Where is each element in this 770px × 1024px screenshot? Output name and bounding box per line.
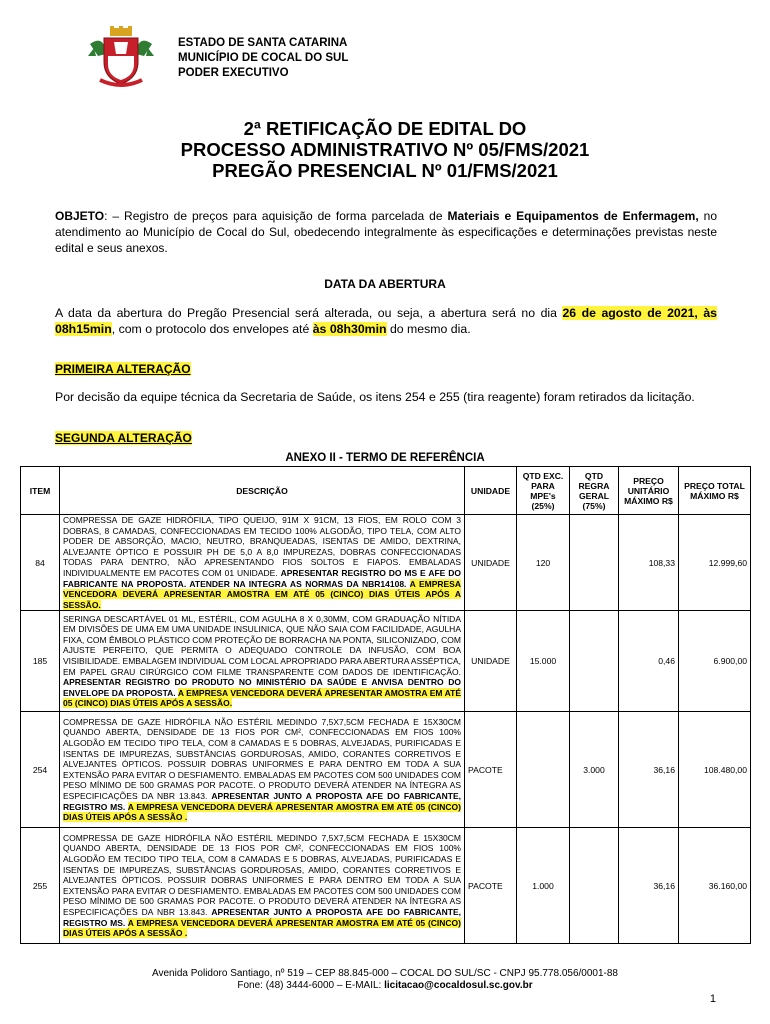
- segunda-alteracao-label: SEGUNDA ALTERAÇÃO: [55, 431, 192, 445]
- row-description: [60, 828, 465, 944]
- abertura-time: às 08h30min: [312, 322, 387, 336]
- row-preco-total: 36.160,00: [679, 828, 751, 944]
- document-title: [0, 118, 770, 181]
- row-description: [60, 515, 465, 611]
- row-desc-bold: APRESENTAR JUNTO A PROPOSTA AFE DO FABRICANTE, REGISTRO MS.: [63, 791, 461, 812]
- primeira-alteracao-heading: [55, 362, 191, 376]
- row-desc-bold: APRESENTAR REGISTRO DO PRODUTO NO MINISTÉRIO DA SAÚDE E ANVISA DENTRO DO ENVELOPE DA PROPOSTA.: [63, 677, 461, 698]
- row-qtd-exc: [517, 712, 570, 828]
- row-preco-total: 12.999,60: [679, 515, 751, 611]
- row-desc-plain: COMPRESSA DE GAZE HIDRÓFILA NÃO ESTÉRIL MEDINDO 7,5X7,5CM FECHADA E 15X30CM QUANDO ABERTA, DENSIDADE DE 13 FIOS POR CM², CONFECCIONADAS EM FIOS 100% ALGODÃO EM TECIDO TIPO TELA, COM 8 CAMADAS E 5 DOBRAS, ALVEJADAS, PURIFICADAS E ISENTAS DE IMPUREZAS, SUBSTÂNCIAS GORDUROSAS, AMIDO, CORANTES CORRETIVOS E ALVEJANTES ÓPTICOS. POSSUIR DOBRAS UNIFORMES E PARA DENTRO EM TODA A SUA EXTENSÃO PARA EVITAR O DESFIAMENTO. EMBALADAS EM PACOTES COM 500 UNIDADES COM PESO MÍNIMO DE 500 GRAMAS POR PACOTE. O PRODUTO DEVERÁ ATENDER NA ÍNTEGRA AS ESPECIFICAÇÕES DA NBR 13.843.: [63, 832, 461, 918]
- footer-contact: [0, 980, 770, 992]
- row-preco-total: 108.480,00: [679, 712, 751, 828]
- row-description: [60, 712, 465, 828]
- annex-title: ANEXO II - TERMO DE REFERÊNCIA: [285, 452, 485, 464]
- municipality-name: MUNICÍPIO DE COCAL DO SUL: [178, 52, 349, 64]
- row-desc-highlight: A EMPRESA VENCEDORA DEVERÁ APRESENTAR AMOSTRA EM ATÉ 05 (CINCO) DIAS ÚTEIS APÓS A SESSÃO .: [63, 917, 461, 939]
- abertura-paragraph: [55, 305, 717, 337]
- row-qtd-regra: [570, 611, 619, 712]
- table-row: [21, 611, 751, 712]
- header-descricao: DESCRIÇÃO: [60, 467, 465, 515]
- abertura-text-2: , com o protocolo dos envelopes até: [111, 322, 313, 336]
- row-item: 255: [21, 828, 60, 944]
- footer-address: Avenida Polidoro Santiago, nº 519 – CEP 88.845-000 – COCAL DO SUL/SC - CNPJ 95.778.056/0001-88: [152, 968, 618, 979]
- header-preco-unit: PREÇO UNITÁRIO MÁXIMO R$: [619, 467, 679, 515]
- objeto-label: OBJETO: [55, 209, 105, 223]
- row-desc-plain: SERINGA DESCARTÁVEL 01 ML, ESTÉRIL, COM AGULHA 8 X 0,30MM, COM GRADUAÇÃO NÍTIDA EM DIVISÕES DE UMA EM UMA UNIDADE INSULINICA, QUE NÃO SAIA COM FACILIDADE, AGULHA FIXA, COM ÊMBOLO PLÁSTICO COM PROTEÇÃO DE BORRACHA NA PONTA, SILICONIZADO, COM AJUSTE PERFEITO, QUE PERMITA O ADEQUADO CONTROLE DA INFUSÃO, COM BOA VISIBILIDADE. EMBALAGEM INDIVIDUAL COM LOCAL APROPRIADO PARA ABERTURA ASSÉPTICA, EM PAPEL GRAU CIRÚRGICO COM FILME TRANSPARENTE COM DADOS DE IDENTIFICAÇÃO.: [63, 613, 461, 677]
- row-desc-plain: COMPRESSA DE GAZE HIDRÓFILA, TIPO QUEIJO, 91M X 91CM, 13 FIOS, EM ROLO COM 3 DOBRAS, 8 CAMADAS, CONFECCIONADAS EM TECIDO 100% ALGODÃO, TIPO TELA, COM ALTO PODER DE ABSORÇÃO, MACIO, NEUTRO, BRANQUEADAS, ISENTAS DE AMIDO, DEXTRINA, ALVEJANTE ÓPTICO E POSSUIR PH DE 5,0 A 8,0 IMPUREZAS, DOBRAS CONFECCIONADAS TODAS PARA DENTRO, NÃO APRESENTANDO FIOS SOLTOS E FIAPOS. EMBALADAS INDIVIDUALMENTE EM PACOTES COM 01 UNIDADE.: [63, 515, 461, 578]
- row-unidade: PACOTE: [465, 712, 517, 828]
- footer-phone: Fone: (48) 3444-6000 – E-MAIL:: [237, 980, 385, 991]
- row-desc-bold: APRESENTAR REGISTRO DO MS E AFE DO FABRICANTE NA PROPOSTA. ATENDER NA INTEGRA AS NORMAS DA NBR14108.: [63, 567, 461, 589]
- abertura-date: 26 de agosto de 2021, às 08h15min: [55, 306, 718, 336]
- row-item: 84: [21, 515, 60, 611]
- header-qtd-exc: QTD EXC. PARA MPE's (25%): [517, 467, 570, 515]
- row-preco-unit: 108,33: [619, 515, 679, 611]
- abertura-heading: DATA DA ABERTURA: [324, 277, 446, 291]
- table-row: [21, 515, 751, 611]
- header-qtd-regra: QTD REGRA GERAL (75%): [570, 467, 619, 515]
- row-desc-highlight: A EMPRESA VENCEDORA DEVERÁ APRESENTAR AMOSTRA EM ATÉ 05 (CINCO) DIAS ÚTEIS APÓS A SESSÃO .: [63, 801, 461, 823]
- row-preco-total: 6.900,00: [679, 611, 751, 712]
- objeto-item: Materiais e Equipamentos de Enfermagem,: [447, 209, 699, 223]
- row-desc-plain: COMPRESSA DE GAZE HIDRÓFILA NÃO ESTÉRIL MEDINDO 7,5X7,5CM FECHADA E 15X30CM QUANDO ABERTA, DENSIDADE DE 13 FIOS POR CM², CONFECCIONADAS EM FIOS 100% ALGODÃO EM TECIDO TIPO TELA, COM 8 CAMADAS E 5 DOBRAS, ALVEJADAS, PURIFICADAS E ISENTAS DE IMPUREZAS, SUBSTÂNCIAS GORDUROSAS, AMIDO, CORANTES CORRETIVOS E ALVEJANTES ÓPTICOS. POSSUIR DOBRAS UNIFORMES E PARA DENTRO EM TODA A SUA EXTENSÃO PARA EVITAR O DESFIAMENTO. EMBALADAS EM PACOTES COM 500 UNIDADES COM PESO MÍNIMO DE 500 GRAMAS POR PACOTE. O PRODUTO DEVERÁ ATENDER NA ÍNTEGRA AS ESPECIFICAÇÕES DA NBR 13.843.: [63, 716, 461, 802]
- row-preco-unit: 36,16: [619, 712, 679, 828]
- header-unidade: UNIDADE: [465, 467, 517, 515]
- title-line-1: 2ª RETIFICAÇÃO DE EDITAL DO: [243, 118, 527, 139]
- page-number: 1: [709, 993, 716, 1005]
- letterhead: [86, 26, 706, 90]
- row-preco-unit: 36,16: [619, 828, 679, 944]
- row-unidade: PACOTE: [465, 828, 517, 944]
- objeto-paragraph: [55, 208, 717, 256]
- primeira-alteracao-text: Por decisão da equipe técnica da Secretaria de Saúde, os itens 254 e 255 (tira reagente) foram retirados da licitação.: [55, 390, 695, 404]
- state-name: ESTADO DE SANTA CATARINA: [178, 37, 348, 49]
- table-header-row: [21, 467, 751, 515]
- title-line-3: PREGÃO PRESENCIAL Nº 01/FMS/2021: [212, 160, 558, 181]
- row-qtd-regra: [570, 515, 619, 611]
- abertura-text-3: do mesmo dia.: [386, 322, 471, 336]
- row-unidade: UNIDADE: [465, 611, 517, 712]
- primeira-alteracao-label: PRIMEIRA ALTERAÇÃO: [55, 362, 191, 376]
- objeto-text-1: : – Registro de preços para aquisição de forma parcelada de: [104, 209, 448, 223]
- objeto-text-2: no atendimento ao Município de Cocal do Sul, obedecendo integralmente às especificações e determinações previstas neste edital e seus anexos.: [55, 209, 717, 255]
- header-item: ITEM: [21, 467, 60, 515]
- page-footer: [0, 968, 770, 992]
- row-desc-bold: APRESENTAR JUNTO A PROPOSTA AFE DO FABRICANTE, REGISTRO MS.: [63, 907, 461, 928]
- row-description: [60, 611, 465, 712]
- row-qtd-regra: 3.000: [570, 712, 619, 828]
- row-preco-unit: 0,46: [619, 611, 679, 712]
- table-row: [21, 828, 751, 944]
- segunda-alteracao-heading: [55, 431, 192, 445]
- footer-email-link[interactable]: licitacao@cocaldosul.sc.gov.br: [384, 980, 533, 991]
- header-preco-total: PREÇO TOTAL MÁXIMO R$: [679, 467, 751, 515]
- abertura-text-1: A data da abertura do Pregão Presencial será alterada, ou seja, a abertura será no dia: [55, 306, 563, 320]
- row-desc-highlight: A EMPRESA VENCEDORA DEVERÁ APRESENTAR AMOSTRA EM ATÉ 05 (CINCO) DIAS ÚTEIS APÓS A SESSÃO.: [63, 687, 461, 709]
- title-line-2: PROCESSO ADMINISTRATIVO Nº 05/FMS/2021: [180, 139, 590, 160]
- table-row: [21, 712, 751, 828]
- reference-table: [20, 466, 751, 944]
- municipal-crest-icon: [86, 26, 156, 88]
- letterhead-text: [178, 36, 348, 81]
- row-qtd-exc: 15.000: [517, 611, 570, 712]
- row-qtd-regra: [570, 828, 619, 944]
- row-unidade: UNIDADE: [465, 515, 517, 611]
- row-qtd-exc: 120: [517, 515, 570, 611]
- row-item: 254: [21, 712, 60, 828]
- row-desc-highlight: A EMPRESA VENCEDORA DEVERÁ APRESENTAR AMOSTRA EM ATÉ 05 (CINCO) DIAS ÚTEIS APÓS A SESSÃO.: [63, 578, 461, 610]
- row-item: 185: [21, 611, 60, 712]
- row-qtd-exc: 1.000: [517, 828, 570, 944]
- executive-branch: PODER EXECUTIVO: [178, 67, 289, 79]
